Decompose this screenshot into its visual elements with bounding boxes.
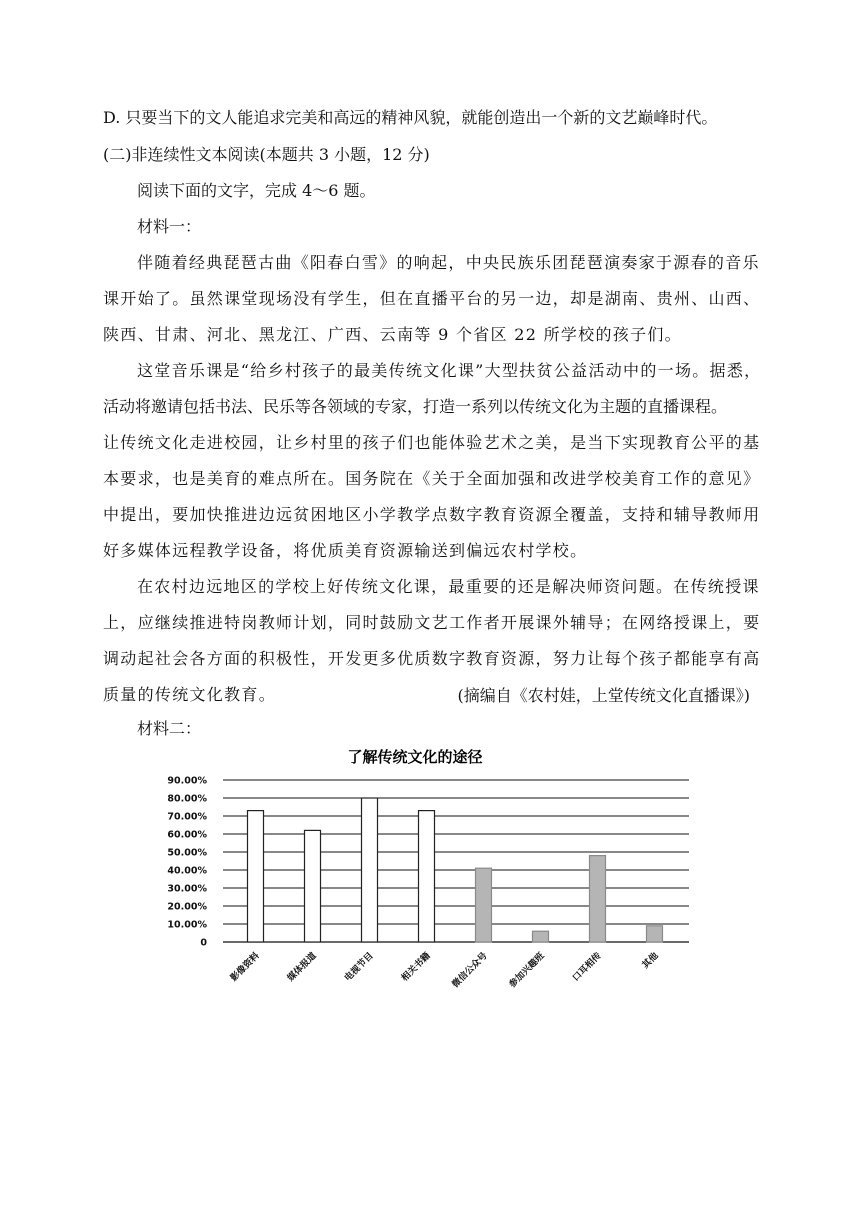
paragraph-3-line-3: 调动起社会各方面的积极性，开发更多优质数字教育资源，努力让每个孩子都能享有高 [103,649,761,668]
paragraph-3-line-2: 上，应继续推进特岗教师计划，同时鼓励文艺工作者开展课外辅导；在网络授课上，要 [103,613,761,632]
y-tick-label: 40.00% [167,865,207,877]
bar-chart [165,740,725,1000]
paragraph-2-line-2: 活动将邀请包括书法、民乐等各领域的专家，打造一系列以传统文化为主题的直播课程。 [103,397,728,416]
y-tick-label: 30.00% [167,883,207,895]
bar [647,926,663,942]
chart-title: 了解传统文化的途径 [347,748,483,766]
material-2-label: 材料二： [137,719,202,738]
y-tick-label: 10.00% [167,919,207,931]
x-category-label: 其他 [640,951,661,971]
x-category-label: 微信公众号 [450,951,490,990]
paragraph-3-line-1: 在农村边远地区的学校上好传统文化课，最重要的还是解决师资问题。在传统授课 [137,577,760,596]
y-tick-label: 60.00% [167,829,207,841]
y-tick-label: 90.00% [167,775,207,787]
instruction: 阅读下面的文字，完成 4～6 题。 [137,181,376,200]
bar [419,811,435,942]
bar [590,856,606,942]
x-category-label: 相关书籍 [400,951,433,984]
x-category-label: 媒体报道 [286,951,319,984]
paragraph-1-line-1: 伴随着经典琵琶古曲《阳春白雪》的响起，中央民族乐团琵琶演奏家于源春的音乐 [137,253,760,272]
line-option-d: D. 只要当下的文人能追求完美和高远的精神风貌，就能创造出一个新的文艺巅峰时代。 [103,108,718,127]
x-category-label: 口耳相传 [571,951,604,984]
source-citation: (摘编自《农村娃，上堂传统文化直播课》) [457,686,750,705]
x-category-label: 电视节目 [343,951,376,984]
paragraph-1-line-3: 陕西、甘肃、河北、黑龙江、广西、云南等 9 个省区 22 所学校的孩子们。 [103,325,682,344]
paragraph-1-line-2: 课开始了。虽然课堂现场没有学生，但在直播平台的另一边，却是湖南、贵州、山西、 [103,289,761,308]
y-tick-label: 70.00% [167,811,207,823]
bar [305,830,321,942]
paragraph-2-line-4: 本要求，也是美育的难点所在。国务院在《关于全面加强和改进学校美育工作的意见》 [103,469,761,488]
material-1-label: 材料一： [137,217,202,236]
x-category-label: 影像资料 [229,951,262,984]
bar [533,931,549,942]
y-tick-label: 0 [200,937,207,949]
paragraph-2-line-1: 这堂音乐课是“给乡村孩子的最美传统文化课”大型扶贫公益活动中的一场。据悉， [137,361,762,380]
paragraph-2-line-3: 让传统文化走进校园，让乡村里的孩子们也能体验艺术之美，是当下实现教育公平的基 [103,433,761,452]
x-category-label: 参加兴趣班 [507,951,547,990]
bar [248,811,264,942]
y-tick-label: 20.00% [167,901,207,913]
paragraph-3-line-4: 质量的传统文化教育。 [103,685,277,704]
section-heading: (二)非连续性文本阅读(本题共 3 小题，12 分) [103,145,430,164]
paragraph-2-line-5: 中提出，要加快推进边远贫困地区小学教学点数字教育资源全覆盖，支持和辅导教师用 [103,505,761,524]
bar [362,798,378,942]
y-tick-label: 80.00% [167,793,207,805]
y-tick-label: 50.00% [167,847,207,859]
bar [476,868,492,942]
paragraph-2-line-6: 好多媒体远程教学设备，将优质美育资源输送到偏远农村学校。 [103,541,588,560]
